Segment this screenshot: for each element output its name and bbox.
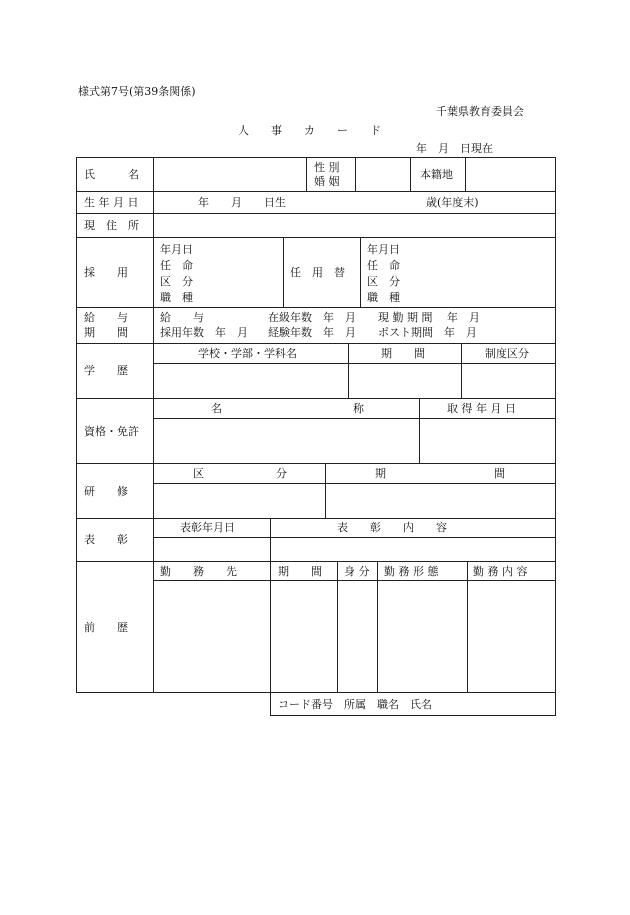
hiring-label: 採 用 [84,266,128,279]
education-school-header: 学校・学部・学科名 [198,347,297,360]
education-period-header: 期 間 [381,347,425,360]
transfer-date: 年月日 [367,243,400,256]
period-label: 期 間 [84,326,128,339]
grade-years-field: 在級年数 年 月 [268,311,356,324]
transfer-appointment: 任 命 [367,259,400,272]
gender-label: 性 別 [314,161,340,174]
name-label: 氏 名 [84,168,139,181]
current-service-field: 現 勤 期 間 年 月 [378,311,480,324]
hiring-category: 区 分 [160,275,193,288]
license-name-header-b: 称 [353,402,364,415]
award-label: 表 彰 [84,533,128,546]
transfer-label: 任 用 替 [290,266,345,279]
hiring-appointment: 任 命 [160,259,193,272]
address-label: 現 住 所 [84,219,139,232]
transfer-job-type: 職 種 [367,291,400,304]
birthdate-value: 年 月 日生 [198,196,286,209]
license-label: 資格・免許 [84,425,139,438]
code-line: コード番号 所属 職名 氏名 [278,698,432,711]
marital-label: 婚 姻 [314,175,340,188]
page-title: 人 事 カ ー ド [238,124,381,137]
career-label: 前 歴 [84,621,128,634]
award-content-header: 表 彰 内 容 [337,521,447,534]
training-period-header-a: 期 [375,467,386,480]
license-name-header-a: 名 [211,402,222,415]
transfer-category: 区 分 [367,275,400,288]
education-system-header: 制度区分 [485,347,529,360]
career-period-header: 期 間 [278,565,322,578]
birthdate-label: 生 年 月 日 [84,196,139,209]
domicile-label: 本籍地 [420,168,453,181]
as-of-date: 年 月 日現在 [416,142,493,155]
training-label: 研 修 [84,485,128,498]
career-form-header: 勤 務 形 態 [384,565,439,578]
age-label: 歳(年度末) [426,196,479,209]
organization-name: 千葉県教育委員会 [436,105,524,118]
form-number: 様式第7号(第39条関係) [78,85,196,98]
hiring-job-type: 職 種 [160,291,193,304]
career-content-header: 勤 務 内 容 [473,565,528,578]
post-period-field: ポスト期間 年 月 [378,326,477,339]
license-date-header: 取 得 年 月 日 [447,402,516,415]
hiring-date: 年月日 [160,243,193,256]
salary-field: 給 与 [160,311,204,324]
salary-label: 給 与 [84,311,128,324]
training-period-header-b: 間 [494,467,505,480]
hire-years-field: 採用年数 年 月 [160,326,248,339]
award-date-header: 表彰年月日 [180,521,235,534]
career-status-header: 身 分 [344,565,370,578]
experience-years-field: 経験年数 年 月 [268,326,356,339]
training-category-header-a: 区 [193,467,204,480]
career-workplace-header: 勤 務 先 [160,565,237,578]
education-label: 学 歴 [84,364,128,377]
training-category-header-b: 分 [276,467,287,480]
